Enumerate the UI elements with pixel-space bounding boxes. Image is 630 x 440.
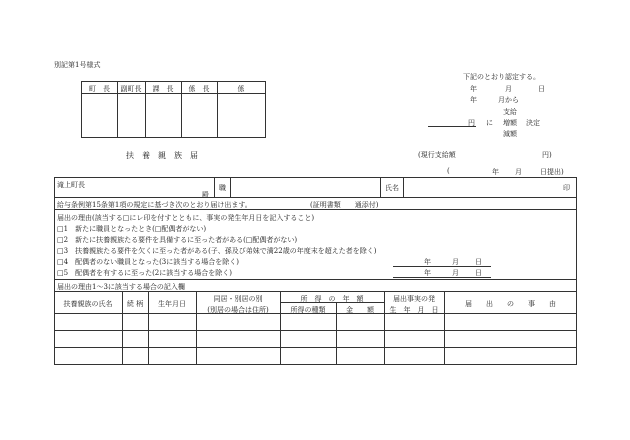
- submit-date-month: 月: [515, 168, 522, 176]
- approval-header-section-chief: 課 長: [152, 85, 174, 93]
- col-header-fact-date: 届出事実の発: [393, 295, 435, 303]
- proof-docs: (証明書類 通添付): [310, 201, 379, 209]
- row-divider: [54, 291, 577, 292]
- statement-text: 給与条例第15条第1項の規定に基づき次のとおり届け出ます。: [57, 201, 252, 209]
- yen-label: 円: [468, 119, 475, 127]
- table-row[interactable]: [55, 348, 576, 364]
- addressee-honorific: 殿: [202, 191, 209, 199]
- submit-date-open: (: [447, 167, 450, 175]
- approval-header-deputy-mayor: 副町長: [120, 85, 142, 93]
- page-title: 扶 養 親 族 届: [126, 151, 198, 160]
- job-label: 職: [219, 184, 226, 192]
- addressee-name: 滝上町長: [57, 181, 85, 189]
- col-header-reason: 届 出 の 事 由: [465, 300, 556, 308]
- approval-year-label: 年: [470, 85, 477, 93]
- reason-date-year: 年: [424, 269, 431, 277]
- income-header-divider: [280, 302, 384, 303]
- reason-item-2[interactable]: □2 新たに扶養親族たる要件を具備するに至った者がある(□配偶者がない): [57, 236, 298, 244]
- reason-date-month: 月: [452, 258, 459, 266]
- col-header-income-amount: 金 額: [346, 306, 374, 314]
- col-header-name: 扶養親族の氏名: [63, 300, 113, 308]
- approval-from-line: 年 月から: [470, 96, 519, 104]
- col-header-relation: 続 柄: [126, 300, 144, 308]
- pay-option-increase: 増額: [503, 119, 517, 127]
- name-divider-left: [380, 177, 381, 197]
- row-divider: [54, 209, 577, 210]
- reason-date-month: 月: [452, 269, 459, 277]
- submit-date-year: 年: [492, 168, 499, 176]
- approval-header-subsection-chief: 係 長: [188, 85, 210, 93]
- reason-item-1[interactable]: □1 新たに職員となったとき(□配偶者がない): [57, 225, 207, 233]
- table-row[interactable]: [55, 331, 576, 347]
- col-header-residence: 同居・別居の別: [213, 295, 263, 303]
- reason-date-day: 日: [475, 258, 482, 266]
- approval-note: 下記のとおり認定する。: [463, 73, 540, 81]
- row-divider: [54, 279, 577, 280]
- submit-date-day: 日提出): [540, 168, 564, 176]
- col-header-fact-date-sub: 生 年 月 日: [389, 306, 439, 314]
- table-row[interactable]: [55, 314, 576, 330]
- addressee-divider: [214, 177, 215, 197]
- reason-item-4[interactable]: □4 配偶者のない職員となった(3に該当する場合を除く): [57, 258, 239, 266]
- col-header-income-type: 所得の種類: [290, 306, 326, 314]
- reason-date-underline: [393, 266, 491, 267]
- job-divider: [230, 177, 231, 197]
- form-id: 別記第1号様式: [54, 61, 101, 69]
- reason-date-day: 日: [475, 269, 482, 277]
- name-label: 氏名: [385, 184, 399, 192]
- reason-date-underline: [393, 277, 491, 278]
- ni-label: に: [486, 119, 493, 127]
- row-divider: [54, 197, 577, 198]
- decide-label: 決定: [526, 119, 540, 127]
- pay-option-decrease: 減額: [503, 130, 517, 138]
- seal-mark: 印: [563, 184, 570, 192]
- current-allowance-yen: 円): [542, 151, 552, 159]
- approval-month-label: 月: [505, 85, 512, 93]
- reason-item-3[interactable]: □3 扶養親族たる要件を欠くに至った者がある(子、孫及び弟妹で満22歳の年度末を超えた者を除く): [57, 247, 377, 255]
- reasons-heading: 届出の理由(該当する□にレ印を付すとともに、事実の発生年月日を記入すること): [57, 214, 315, 222]
- pay-option-pay: 支給: [503, 108, 517, 116]
- approval-header-staff: 係: [237, 85, 245, 93]
- name-divider-right: [403, 177, 404, 197]
- section-heading: 届出の理由1～3に該当する場合の記入欄: [57, 283, 185, 291]
- approval-header-mayor: 町 長: [89, 85, 110, 93]
- reason-date-year: 年: [424, 258, 431, 266]
- approval-day-label: 日: [538, 85, 545, 93]
- col-header-birthdate: 生年月日: [158, 300, 186, 308]
- col-header-residence-sub: (別居の場合は住所): [207, 306, 269, 314]
- reason-item-5[interactable]: □5 配偶者を有するに至った(2に該当する場合を除く): [57, 269, 232, 277]
- col-header-income: 所 得 の 年 額: [300, 295, 364, 303]
- current-allowance-label: (現行支給額: [418, 151, 456, 159]
